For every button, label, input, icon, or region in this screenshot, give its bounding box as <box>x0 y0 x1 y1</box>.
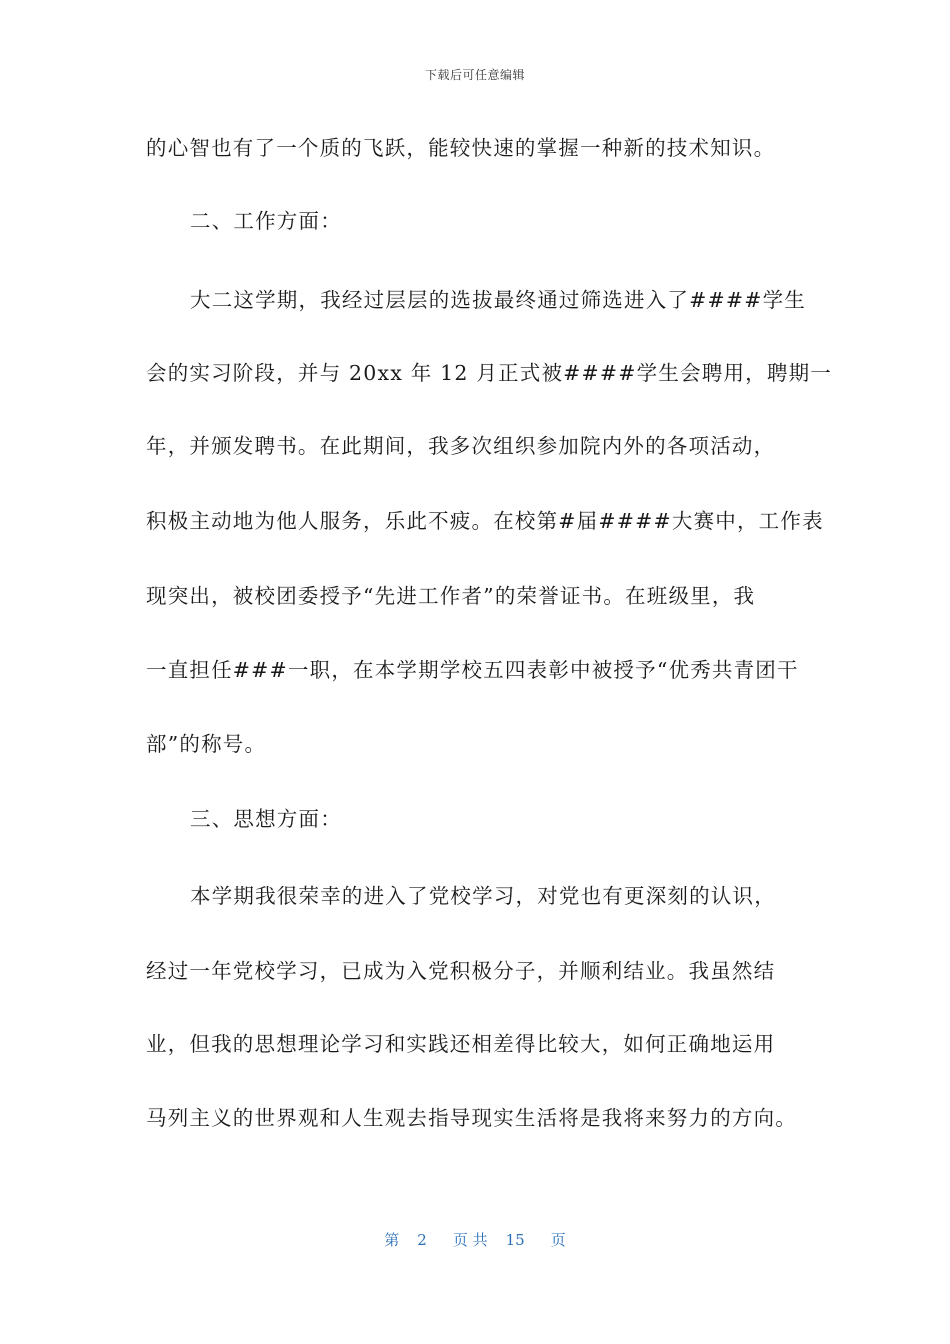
paragraph-line: 大二这学期，我经过层层的选拔最终通过筛选进入了####学生 <box>190 288 807 312</box>
section-heading-thought: 三、思想方面： <box>190 807 342 831</box>
paragraph-line: 现突出，被校团委授予“先进工作者”的荣誉证书。在班级里，我 <box>146 584 756 608</box>
footer-current-page: 2 <box>417 1231 427 1249</box>
paragraph-line: 年，并颁发聘书。在此期间，我多次组织参加院内外的各项活动， <box>146 434 776 458</box>
paragraph-line: 本学期我很荣幸的进入了党校学习，对党也有更深刻的认识， <box>190 884 776 908</box>
paragraph-line: 部”的称号。 <box>146 732 267 756</box>
paragraph-line: 马列主义的世界观和人生观去指导现实生活将是我将来努力的方向。 <box>146 1106 797 1130</box>
paragraph-line: 业，但我的思想理论学习和实践还相差得比较大，如何正确地运用 <box>146 1032 776 1056</box>
page-footer <box>0 1229 950 1250</box>
section-heading-work: 二、工作方面： <box>190 209 342 233</box>
paragraph-line: 一直担任###一职，在本学期学校五四表彰中被授予“优秀共青团干 <box>146 658 799 682</box>
footer-total-pages: 15 <box>505 1231 525 1249</box>
header-note: 下载后可任意编辑 <box>424 68 525 82</box>
footer-suffix: 页 <box>550 1231 566 1249</box>
paragraph-line: 积极主动地为他人服务，乐此不疲。在校第#届####大赛中，工作表 <box>146 509 824 533</box>
footer-middle: 页 共 <box>452 1231 488 1249</box>
footer-prefix: 第 <box>384 1231 400 1249</box>
paragraph-line: 经过一年党校学习，已成为入党积极分子，并顺利结业。我虽然结 <box>146 959 776 983</box>
paragraph-line: 的心智也有了一个质的飞跃，能较快速的掌握一种新的技术知识。 <box>146 136 776 160</box>
paragraph-line: 会的实习阶段，并与 20xx 年 12 月正式被####学生会聘用，聘期一 <box>146 361 832 385</box>
